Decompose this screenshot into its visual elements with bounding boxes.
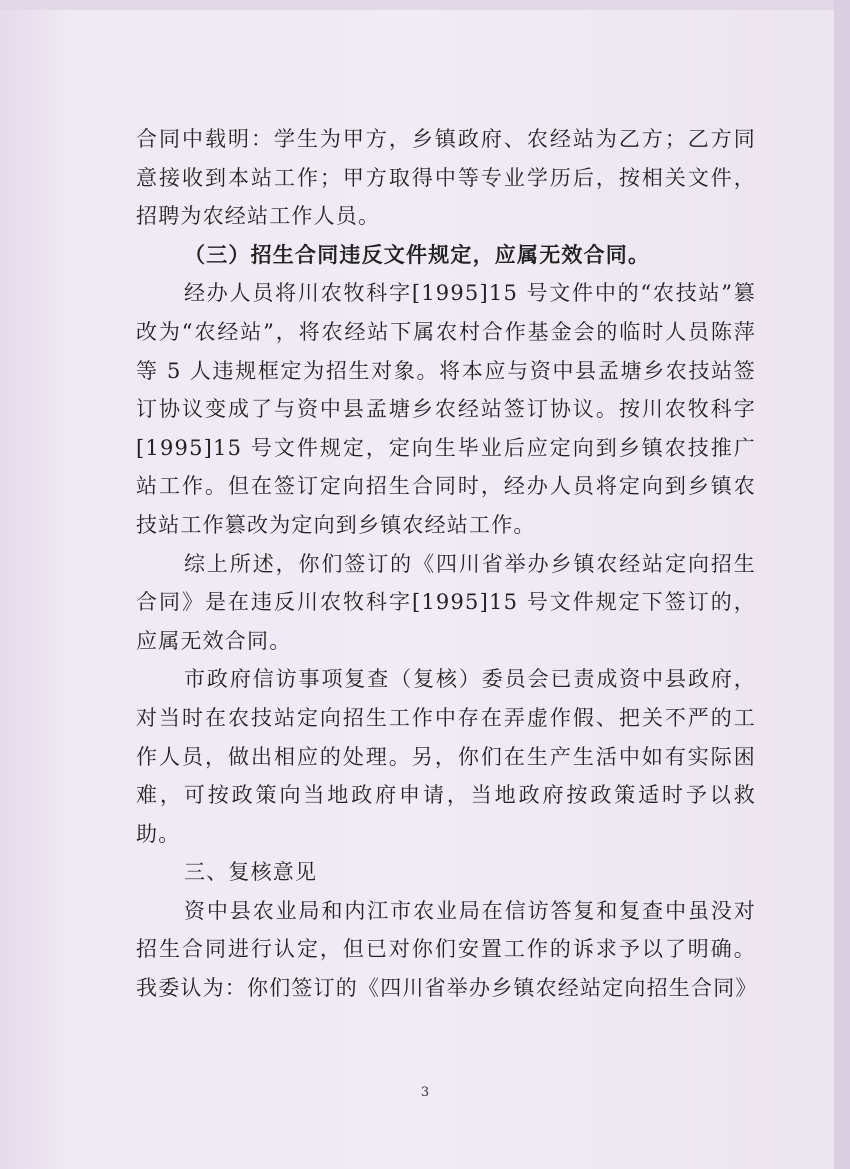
- page-number: 3: [420, 1085, 430, 1100]
- paragraph-summary: 综上所述，你们签订的《四川省举办乡镇农经站定向招生合同》是在违反川农牧科字[1995]15 号文件规定下签订的，应属无效合同。: [136, 551, 756, 653]
- document-body: [136, 120, 756, 1008]
- paragraph-review: 资中县农业局和内江市农业局在信访答复和复查中虽没对招生合同进行认定，但已对你们安置工作的诉求予以了明确。我委认为：你们签订的《四川省举办乡镇农经站定向招生合同》: [136, 898, 758, 1001]
- scan-edge-top: [0, 0, 850, 10]
- section-heading-review-opinion: 三、复核意见: [184, 860, 318, 885]
- paragraph-contract-terms: 合同中载明：学生为甲方，乡镇政府、农经站为乙方；乙方同意接收到本站工作；甲方取得中等专业学历后，按相关文件，招聘为农经站工作人员。: [136, 127, 756, 229]
- paragraph-tampering: 经办人员将川农牧科字[1995]15 号文件中的“农技站”篡改为“农经站”，将农经站下属农村合作基金会的临时人员陈萍等 5 人违规框定为招生对象。将本应与资中县孟塘乡农技站签订协议变成了与资中县孟塘乡农经站签订协议。按川农牧科字[1995]15 号文件规定，定向生毕业后应定向到乡镇农技推广站工作。但在签订定向招生合同时，经办人员将定向到乡镇农技站工作篡改为定向到乡镇农经站工作。: [136, 281, 756, 537]
- paragraph-committee: 市政府信访事项复查（复核）委员会已责成资中县政府，对当时在农技站定向招生工作中存在弄虚作假、把关不严的工作人员，做出相应的处理。另，你们在生产生活中如有实际困难，可按政策向当地政府申请，当地政府按政策适时予以救助。: [136, 667, 756, 846]
- section-heading-invalid-contract: （三）招生合同违反文件规定，应属无效合同。: [184, 241, 651, 267]
- scan-edge-right: [834, 0, 850, 1169]
